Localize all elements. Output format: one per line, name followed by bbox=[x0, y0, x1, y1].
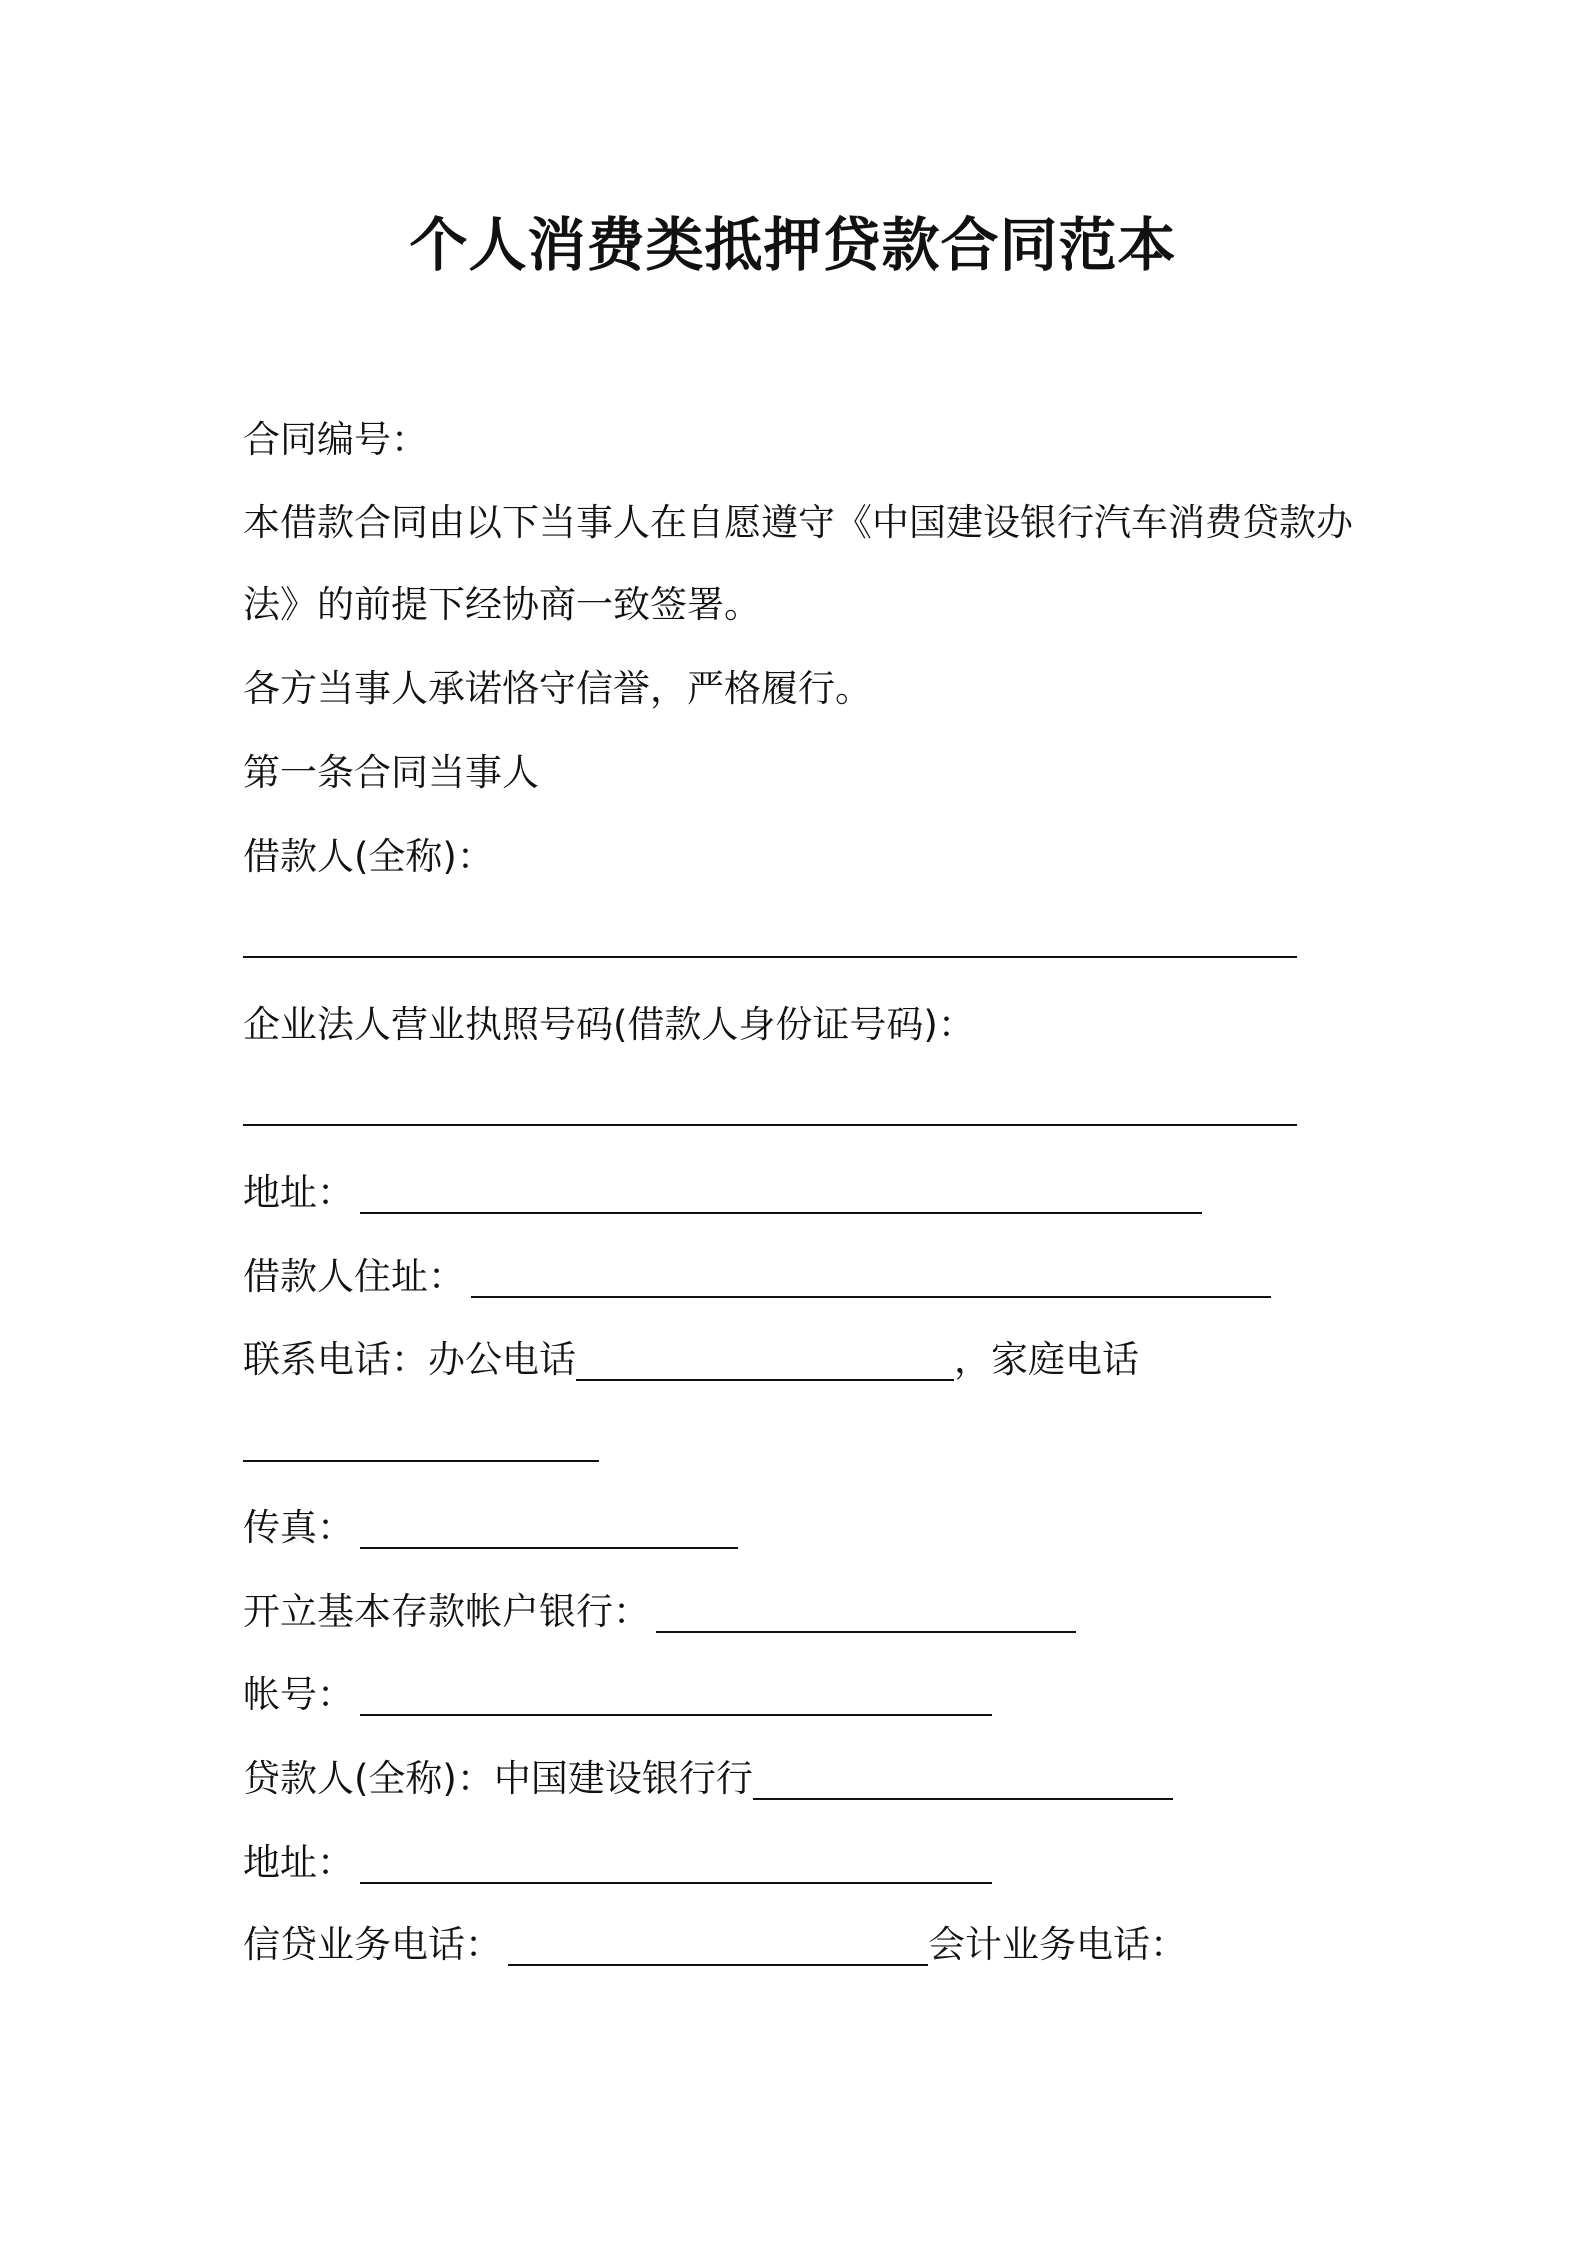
account-row bbox=[243, 1670, 992, 1720]
contract-number-label: 合同编号： bbox=[243, 418, 428, 461]
address-label: 地址： bbox=[243, 1171, 354, 1214]
office-phone-label: 联系电话：办公电话 bbox=[243, 1338, 576, 1381]
lender-address-label: 地址： bbox=[243, 1841, 354, 1884]
promise-line bbox=[243, 664, 872, 714]
home-phone-label: ，家庭电话 bbox=[954, 1338, 1139, 1381]
borrower-name-row bbox=[243, 832, 494, 882]
address-blank[interactable] bbox=[360, 1176, 1202, 1214]
bank-label: 开立基本存款帐户银行： bbox=[243, 1590, 650, 1633]
fax-label: 传真： bbox=[243, 1506, 354, 1549]
lender-address-blank[interactable] bbox=[360, 1846, 992, 1884]
borrower-address-label: 借款人住址： bbox=[243, 1255, 465, 1298]
lender-blank[interactable] bbox=[753, 1762, 1173, 1800]
license-blank[interactable] bbox=[243, 1088, 1297, 1126]
intro-text-1: 本借款合同由以下当事人在自愿遵守《中国建设银行汽车消费贷款办 bbox=[243, 501, 1353, 544]
account-blank[interactable] bbox=[360, 1678, 992, 1716]
lender-address-row bbox=[243, 1838, 992, 1888]
article-1-text: 第一条合同当事人 bbox=[243, 751, 539, 794]
lender-label: 贷款人(全称)：中国建设银行行 bbox=[243, 1757, 753, 1800]
borrower-name-label: 借款人(全称)： bbox=[243, 835, 494, 878]
promise-text: 各方当事人承诺恪守信誉，严格履行。 bbox=[243, 667, 872, 710]
borrower-address-blank[interactable] bbox=[471, 1260, 1271, 1298]
bank-row bbox=[243, 1587, 1076, 1637]
fax-blank[interactable] bbox=[360, 1511, 738, 1549]
account-label: 帐号： bbox=[243, 1673, 354, 1716]
credit-phone-label: 信贷业务电话： bbox=[243, 1923, 502, 1966]
document-title: 个人消费类抵押贷款合同范本 bbox=[409, 211, 1177, 279]
credit-phone-blank[interactable] bbox=[508, 1928, 928, 1966]
phone-row bbox=[243, 1335, 1139, 1385]
borrower-address-row bbox=[243, 1252, 1271, 1302]
borrower-name-blank[interactable] bbox=[243, 920, 1297, 958]
contract-number-row bbox=[243, 415, 428, 465]
license-row bbox=[243, 1000, 975, 1050]
borrower-name-blank-row bbox=[243, 920, 1297, 962]
license-blank-row bbox=[243, 1088, 1297, 1130]
intro-line-2 bbox=[243, 580, 761, 630]
license-label: 企业法人营业执照号码(借款人身份证号码)： bbox=[243, 1003, 975, 1046]
address-row bbox=[243, 1168, 1202, 1218]
home-phone-blank-row bbox=[243, 1424, 599, 1466]
accounting-phone-label: 会计业务电话： bbox=[928, 1923, 1187, 1966]
business-phone-row bbox=[243, 1920, 1187, 1970]
intro-line-1 bbox=[243, 498, 1353, 548]
article-1-heading bbox=[243, 748, 539, 798]
office-phone-blank[interactable] bbox=[576, 1343, 954, 1381]
bank-blank[interactable] bbox=[656, 1595, 1076, 1633]
fax-row bbox=[243, 1503, 738, 1553]
lender-row bbox=[243, 1754, 1173, 1804]
home-phone-blank[interactable] bbox=[243, 1424, 599, 1462]
intro-text-2: 法》的前提下经协商一致签署。 bbox=[243, 583, 761, 626]
